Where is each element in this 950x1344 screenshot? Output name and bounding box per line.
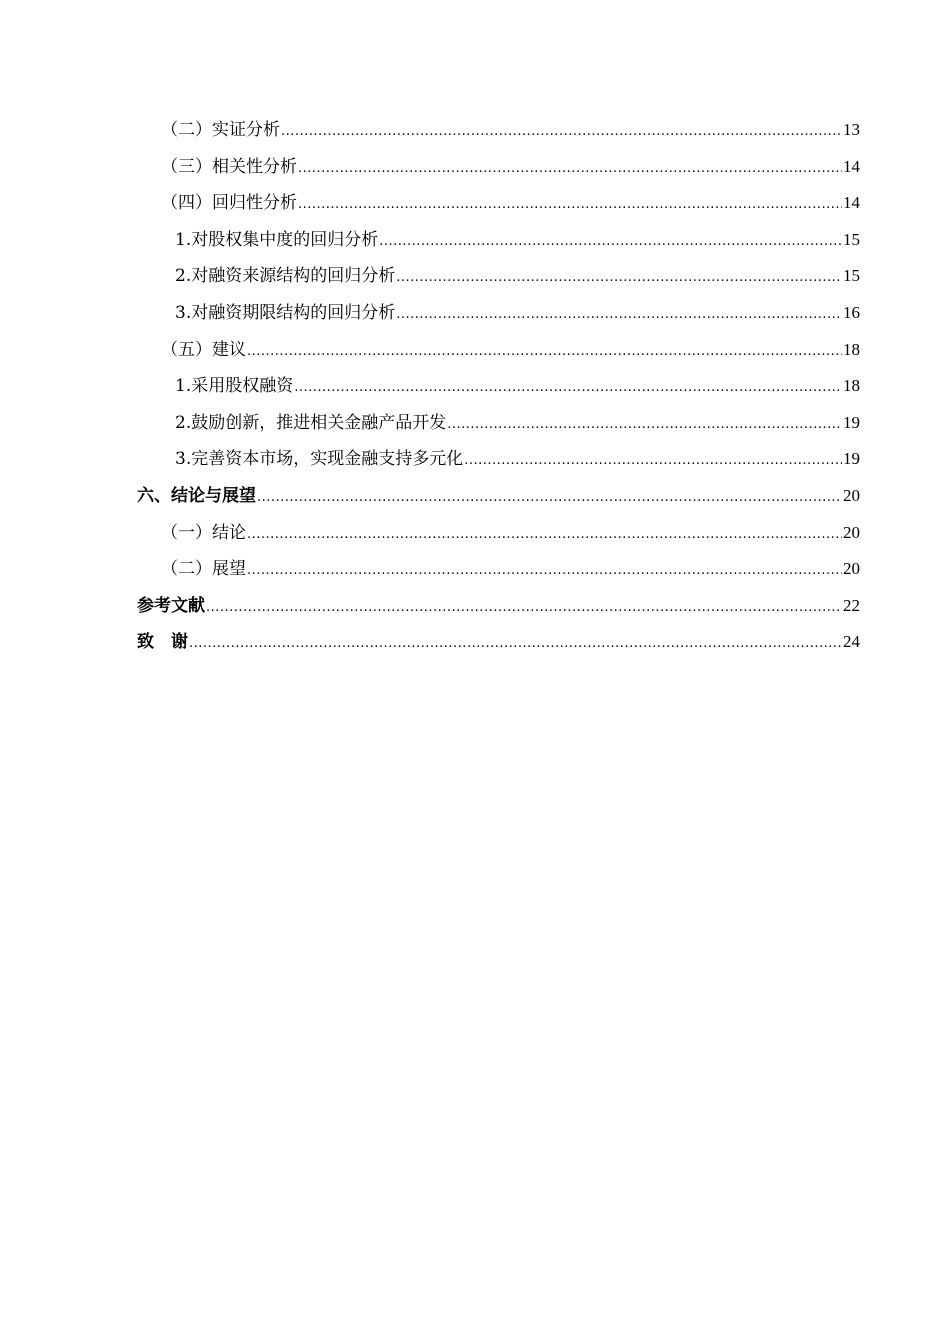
- toc-entry-label: 2.鼓励创新，推进相关金融产品开发: [175, 412, 447, 433]
- toc-entry-conclusion[interactable]: [137, 515, 860, 552]
- toc-entry-page: 15: [843, 266, 860, 286]
- toc-dot-leader: [281, 114, 842, 151]
- toc-entry-financing-source-structure[interactable]: [137, 258, 860, 295]
- toc-entry-page: 14: [843, 156, 860, 176]
- toc-entry-page: 14: [843, 193, 860, 213]
- toc-dot-leader: [379, 224, 842, 261]
- toc-dot-leader: [447, 407, 842, 444]
- toc-dot-leader: [247, 553, 842, 590]
- toc-entry-page: 22: [843, 595, 860, 615]
- table-of-contents: [137, 112, 860, 661]
- toc-entry-label: （二）实证分析: [161, 120, 280, 140]
- toc-entry-page: 15: [843, 229, 860, 249]
- toc-entry-outlook[interactable]: [137, 551, 860, 588]
- toc-entry-page: 20: [843, 522, 860, 542]
- toc-dot-leader: [396, 297, 842, 334]
- toc-entry-references[interactable]: [137, 588, 860, 625]
- toc-entry-label: （一）结论: [161, 522, 246, 543]
- toc-entry-label: 参考文献: [137, 595, 205, 616]
- toc-entry-page: 24: [843, 632, 860, 652]
- toc-dot-leader: [396, 260, 842, 297]
- toc-entry-label: （五）建议: [161, 339, 246, 360]
- toc-dot-leader: [298, 151, 842, 188]
- toc-entry-label: （二）展望: [161, 559, 246, 580]
- toc-dot-leader: [206, 590, 842, 627]
- toc-entry-label: 3.完善资本市场，实现金融支持多元化: [175, 449, 464, 470]
- toc-dot-leader: [257, 480, 842, 517]
- toc-entry-page: 20: [843, 485, 860, 505]
- toc-entry-label: 1.采用股权融资: [175, 376, 294, 397]
- toc-entry-improve-capital-market[interactable]: [137, 441, 860, 478]
- toc-entry-page: 19: [843, 449, 860, 469]
- toc-entry-equity-financing[interactable]: [137, 368, 860, 405]
- toc-entry-page: 18: [843, 339, 860, 359]
- toc-entry-label: 1.对股权集中度的回归分析: [175, 229, 379, 250]
- toc-entry-page: 13: [843, 120, 860, 139]
- toc-entry-label: 致 谢: [137, 632, 188, 653]
- toc-entry-financing-term-structure[interactable]: [137, 295, 860, 332]
- toc-dot-leader: [189, 626, 842, 663]
- toc-entry-regression-analysis[interactable]: [137, 185, 860, 222]
- toc-entry-page: 18: [843, 376, 860, 396]
- toc-entry-conclusion-outlook[interactable]: [137, 478, 860, 515]
- toc-entry-ownership-concentration[interactable]: [137, 222, 860, 259]
- toc-entry-page: 16: [843, 302, 860, 322]
- toc-entry-label: （三）相关性分析: [161, 156, 297, 177]
- toc-dot-leader: [247, 334, 842, 371]
- toc-dot-leader: [464, 443, 842, 480]
- toc-dot-leader: [247, 517, 842, 554]
- toc-entry-label: 2.对融资来源结构的回归分析: [175, 266, 396, 287]
- toc-entry-correlation-analysis[interactable]: [137, 149, 860, 186]
- toc-entry-empirical-analysis[interactable]: [137, 112, 860, 149]
- toc-entry-suggestions[interactable]: [137, 332, 860, 369]
- toc-entry-label: （四）回归性分析: [161, 193, 297, 214]
- toc-entry-label: 3.对融资期限结构的回归分析: [175, 302, 396, 323]
- toc-dot-leader: [294, 370, 842, 407]
- toc-entry-acknowledgements[interactable]: [137, 624, 860, 661]
- toc-entry-page: 19: [843, 412, 860, 432]
- toc-entry-encourage-innovation[interactable]: [137, 405, 860, 442]
- toc-entry-page: 20: [843, 559, 860, 579]
- toc-dot-leader: [298, 187, 842, 224]
- toc-entry-label: 六、结论与展望: [137, 485, 256, 506]
